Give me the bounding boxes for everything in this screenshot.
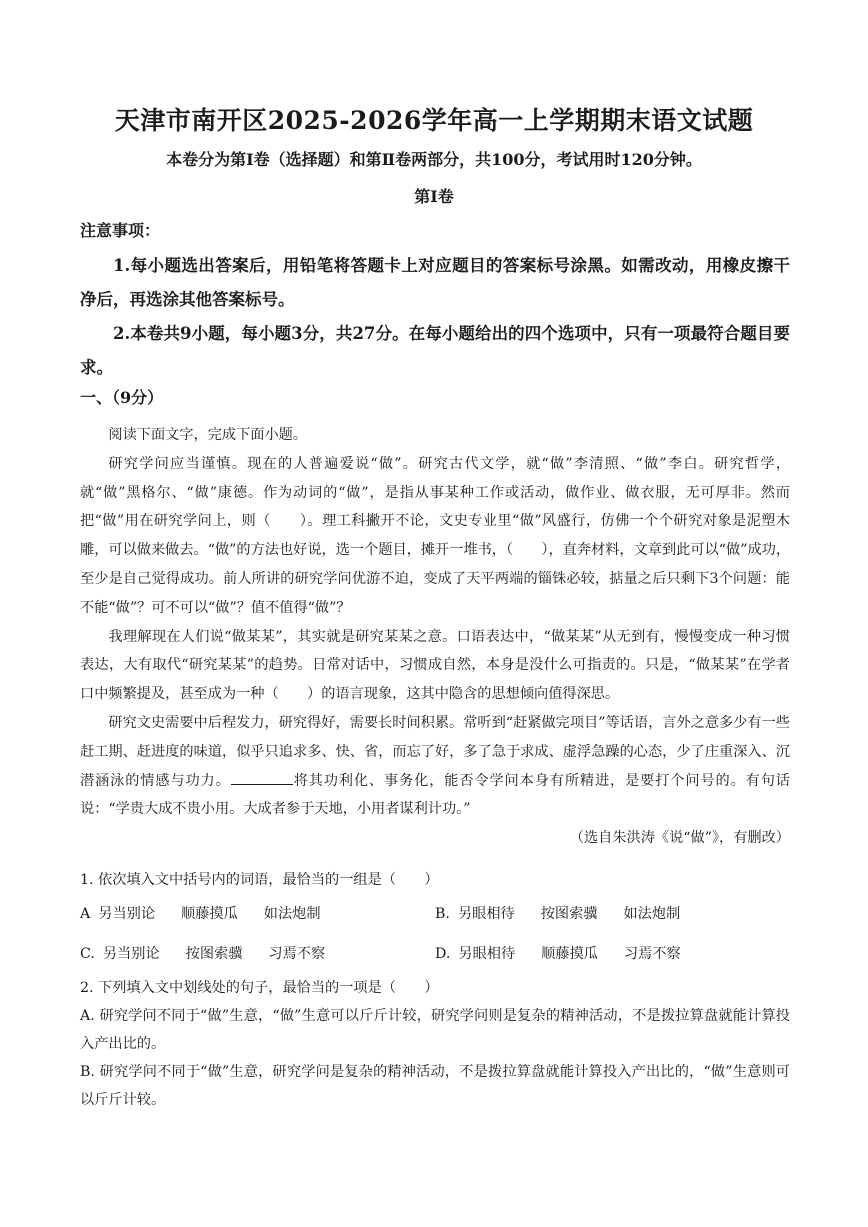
- option-word: 另眼相待: [457, 906, 515, 922]
- notice-list: [80, 249, 790, 385]
- option-word: 另当别论: [98, 906, 156, 922]
- options-row: [80, 894, 790, 934]
- passage-paragraph: 我理解现在人们说“做某某”，其实就是研究某某之意。口语表达中，“做某某”从无到有，慢慢变成一种习惯表达，大有取代“研究某某”的趋势。日常对话中，习惯成自然，本身是没什么可指责的。只是，“做某某”在学者口中频繁提及，甚至成为一种（ ）的语言现象，这其中隐含的思想倾向值得深思。: [80, 628, 790, 703]
- question-stem: 1. 依次填入文中括号内的词语，最恰当的一组是（ ）: [80, 872, 439, 888]
- option-word: 顺藤摸瓜: [541, 946, 598, 962]
- option-word: 顺藤摸瓜: [181, 906, 238, 922]
- option-word: 习焉不察: [623, 946, 681, 962]
- option-word: 习焉不察: [268, 946, 326, 962]
- exam-subtitle: 本卷分为第Ⅰ卷（选择题）和第Ⅱ卷两部分，共100分，考试用时120分钟。: [166, 150, 702, 169]
- answer-option-b[interactable]: B. 研究学问不同于“做”生意，研究学问是复杂的精神活动，不是拨拉算盘就能计算投入产出比的，“做”生意则可以斤斤计较。: [80, 1064, 790, 1108]
- passage-paragraph: [80, 709, 790, 824]
- option-letter: C.: [80, 946, 95, 962]
- option-word: 按图索骥: [185, 946, 243, 962]
- option-word: 如法炮制: [623, 906, 681, 922]
- notice-item: 2.本卷共9小题，每小题3分，共27分。在每小题给出的四个选项中，只有一项最符合题目要求。: [80, 324, 790, 377]
- section-heading: 一、（9分）: [80, 388, 164, 407]
- option-d[interactable]: [435, 940, 790, 968]
- option-word: 如法炮制: [263, 906, 321, 922]
- option-a[interactable]: [80, 900, 435, 928]
- paragraph-text: 研究文史需要中后程发力，研究得好，需要长时间积累。常听到“赶紧做完项目”等话语，言外之意多少有一些赶工期、赶进度的味道，似乎只追求多、快、省，而忘了好，多了急于求成、虚浮急躁的心态，少了庄重深入、沉潜涵泳的情感与功力。: [80, 714, 790, 789]
- answer-option-a[interactable]: A. 研究学问不同于“做”生意，“做”生意可以斤斤计较，研究学问则是复杂的精神活动，不是拨拉算盘就能计算投入产出比的。: [80, 1008, 790, 1052]
- passage-source: （选自朱洪涛《说“做”》，有删改）: [569, 830, 790, 847]
- option-b[interactable]: [435, 900, 790, 928]
- passage-paragraph: 研究学问应当谨慎。现在的人普遍爱说“做”。研究古代文学，就“做”李清照、“做”李白。研究哲学，就“做”黑格尔、“做”康德。作为动词的“做”，是指从事某种工作或活动，做作业、做衣服，无可厚非。然而把“做”用在研究学问上，则（ ）。理工科撇开不论，文史专业里“做”风盛行，仿佛一个个研究对象是泥塑木雕，可以做来做去。“做”的方法也好说，选一个题目，摊开一堆书，（ ），直奔材料，文章到此可以“做”成功，至少是自己觉得成功。前人所讲的研究学问优游不迫，变成了天平两端的锱铢必较，掂量之后只剩下3个问题：能不能“做”？可不可以“做”？值不值得“做”？: [80, 455, 791, 616]
- option-word: 另当别论: [102, 946, 160, 962]
- notice-heading: 注意事项：: [80, 221, 161, 240]
- questions: [80, 866, 790, 1114]
- paragraph-text: 将其功利化、事务化，能否令学问本身有所精进，是要打个问号的。有句话说：“学贵大成不贵小用。大成者参于天地，小用者谋利计功。”: [80, 772, 790, 818]
- options-row: [80, 934, 790, 974]
- option-letter: A: [80, 906, 91, 922]
- exam-title: 天津市南开区2025-2026学年高一上学期期末语文试题: [114, 106, 754, 135]
- passage-instruction: 阅读下面文字，完成下面小题。: [108, 427, 308, 443]
- option-word: 另眼相待: [458, 946, 516, 962]
- option-letter: D.: [435, 946, 451, 962]
- volume-label: 第Ⅰ卷: [414, 187, 454, 206]
- option-word: 按图索骥: [540, 906, 598, 922]
- option-c[interactable]: [80, 940, 435, 968]
- question-stem: 2. 下列填入文中划线处的句子，最恰当的一项是（ ）: [80, 980, 439, 996]
- reading-passage: [80, 421, 790, 853]
- notice-item: 1.每小题选出答案后，用铅笔将答题卡上对应题目的答案标号涂黑。如需改动，用橡皮擦干净后，再选涂其他答案标号。: [80, 256, 790, 309]
- blank-underline: [231, 770, 293, 785]
- option-letter: B.: [435, 906, 450, 922]
